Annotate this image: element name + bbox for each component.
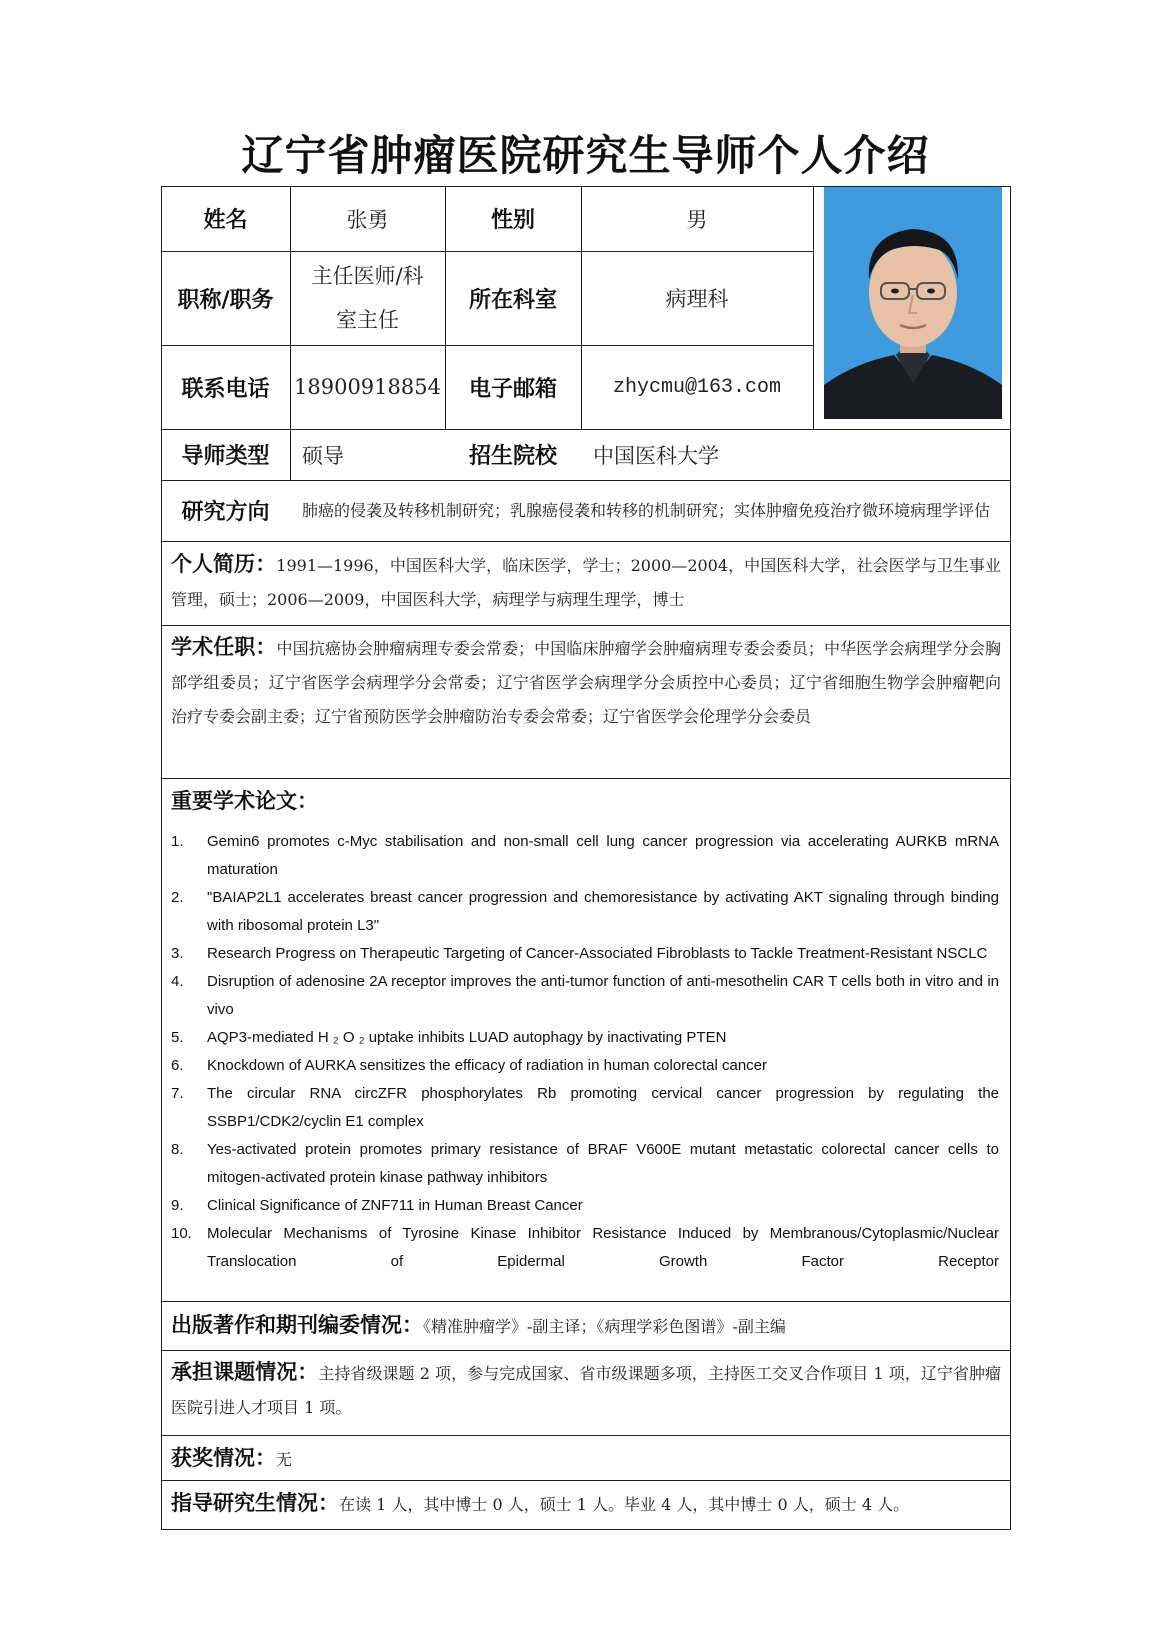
email-value: zhycmu@163.com bbox=[612, 375, 782, 399]
school-label: 招生院校 bbox=[468, 444, 557, 469]
paper-item: 5. AQP3-mediated H ₂ O ₂ uptake inhibits LUAD autophagy by inactivating PTEN bbox=[171, 1029, 727, 1046]
paper-item: 1. Gemin6 promotes c-Myc stabilisation and non-small cell lung cancer progression via accelerating AURKB mRNA maturation bbox=[171, 833, 999, 878]
students-section bbox=[171, 1486, 1001, 1522]
grid-line bbox=[161, 1350, 1011, 1351]
grid-line bbox=[161, 1480, 1011, 1481]
papers-section bbox=[171, 784, 1001, 820]
paper-item: 10. Molecular Mechanisms of Tyrosine Kinase Inhibitor Resistance Induced by Membranous/Cytoplasmic/Nuclear Translocation of Epidermal Growth Factor Receptor bbox=[171, 1225, 999, 1270]
paper-item: 3. Research Progress on Therapeutic Targeting of Cancer-Associated Fibroblasts to Tackle Treatment-Resistant NSCLC bbox=[171, 945, 988, 962]
publications-text: 《精准肿瘤学》-副主译；《病理学彩色图谱》-副主编 bbox=[423, 1317, 786, 1336]
research-value: 肺癌的侵袭及转移机制研究；乳腺癌侵袭和转移的机制研究；实体肿瘤免疫治疗微环境病理学评估 bbox=[302, 500, 991, 520]
phone-label: 联系电话 bbox=[181, 376, 270, 402]
publications-heading: 出版著作和期刊编委情况： bbox=[171, 1313, 423, 1337]
school-value: 中国医科大学 bbox=[593, 443, 719, 468]
tutor-type-value: 硕导 bbox=[302, 443, 344, 468]
profile-form bbox=[161, 186, 1011, 1530]
paper-item: 6. Knockdown of AURKA sensitizes the efficacy of radiation in human colorectal cancer bbox=[171, 1057, 768, 1074]
page-title: 辽宁省肿瘤医院研究生导师个人介绍 bbox=[241, 131, 930, 180]
phone-value: 18900918854 bbox=[294, 375, 441, 399]
grid-line bbox=[813, 186, 814, 429]
paper-item: 2. "BAIAP2L1 accelerates breast cancer progression and chemoresistance by activating AKT signaling through binding with ribosomal protein L3" bbox=[171, 889, 999, 934]
papers-heading: 重要学术论文： bbox=[171, 789, 318, 813]
resume-section bbox=[171, 547, 1001, 617]
academic-heading: 学术任职： bbox=[171, 635, 277, 659]
academic-section bbox=[171, 630, 1001, 734]
grid-line bbox=[161, 625, 1011, 626]
students-text: 在读 1 人，其中博士 0 人，硕士 1 人。毕业 4 人，其中博士 0 人，硕士 4 人。 bbox=[339, 1495, 910, 1514]
name-value: 张勇 bbox=[346, 207, 389, 232]
paper-item: 7. The circular RNA circZFR phosphorylates Rb promoting cervical cancer progression by regulating the SSBP1/CDK2/cyclin E1 complex bbox=[171, 1085, 999, 1130]
portrait-icon bbox=[824, 187, 1002, 419]
research-label: 研究方向 bbox=[181, 500, 270, 525]
grid-line bbox=[161, 778, 1011, 779]
tutor-type-label: 导师类型 bbox=[181, 444, 270, 469]
name-label: 姓名 bbox=[203, 208, 248, 233]
awards-section bbox=[171, 1441, 1001, 1477]
border-right bbox=[1010, 186, 1011, 1530]
awards-text: 无 bbox=[276, 1450, 293, 1469]
publications-section bbox=[171, 1308, 1001, 1344]
projects-heading: 承担课题情况： bbox=[171, 1360, 319, 1384]
dept-value: 病理科 bbox=[665, 287, 729, 311]
gender-value: 男 bbox=[686, 207, 708, 232]
paper-item: 4. Disruption of adenosine 2A receptor improves the anti-tumor function of anti-mesothelin CAR T cells both in vitro and in vivo bbox=[171, 973, 999, 1018]
students-heading: 指导研究生情况： bbox=[171, 1491, 339, 1515]
projects-section bbox=[171, 1355, 1001, 1425]
position-label: 职称/职务 bbox=[177, 287, 274, 313]
resume-text: 1991—1996，中国医科大学，临床医学，学士；2000—2004，中国医科大学，社会医学与卫生事业管理，硕士；2006—2009，中国医科大学，病理学与病理生理学，博士 bbox=[171, 556, 1001, 609]
academic-text: 中国抗癌协会肿瘤病理专委会常委；中国临床肿瘤学会肿瘤病理专委会委员；中华医学会病理学分会胸部学组委员；辽宁省医学会病理学分会常委；辽宁省医学会病理学分会质控中心委员；辽宁省细胞生物学会肿瘤靶向治疗专委会副主委；辽宁省预防医学会肿瘤防治专委会常委；辽宁省医学会伦理学分会委员 bbox=[171, 639, 1001, 726]
paper-list bbox=[171, 828, 999, 1276]
gender-label: 性别 bbox=[490, 208, 535, 233]
grid-line bbox=[161, 1301, 1011, 1302]
awards-heading: 获奖情况： bbox=[171, 1446, 276, 1470]
portrait-photo bbox=[824, 187, 1002, 419]
resume-heading: 个人简历： bbox=[171, 552, 277, 576]
email-label: 电子邮箱 bbox=[468, 376, 557, 402]
projects-text: 主持省级课题 2 项，参与完成国家、省市级课题多项，主持医工交叉合作项目 1 项，辽宁省肿瘤医院引进人才项目 1 项。 bbox=[171, 1364, 1001, 1417]
border-bottom bbox=[161, 1529, 1011, 1530]
dept-label: 所在科室 bbox=[468, 287, 557, 313]
position-value: 主任医师/科室主任 bbox=[311, 264, 424, 332]
paper-item: 9. Clinical Significance of ZNF711 in Human Breast Cancer bbox=[171, 1197, 583, 1214]
paper-item: 8. Yes-activated protein promotes primary resistance of BRAF V600E mutant metastatic colorectal cancer cells to mitogen-activated protein kinase pathway inhibitors bbox=[171, 1141, 999, 1186]
grid-line bbox=[161, 1435, 1011, 1436]
grid-line bbox=[161, 541, 1011, 542]
